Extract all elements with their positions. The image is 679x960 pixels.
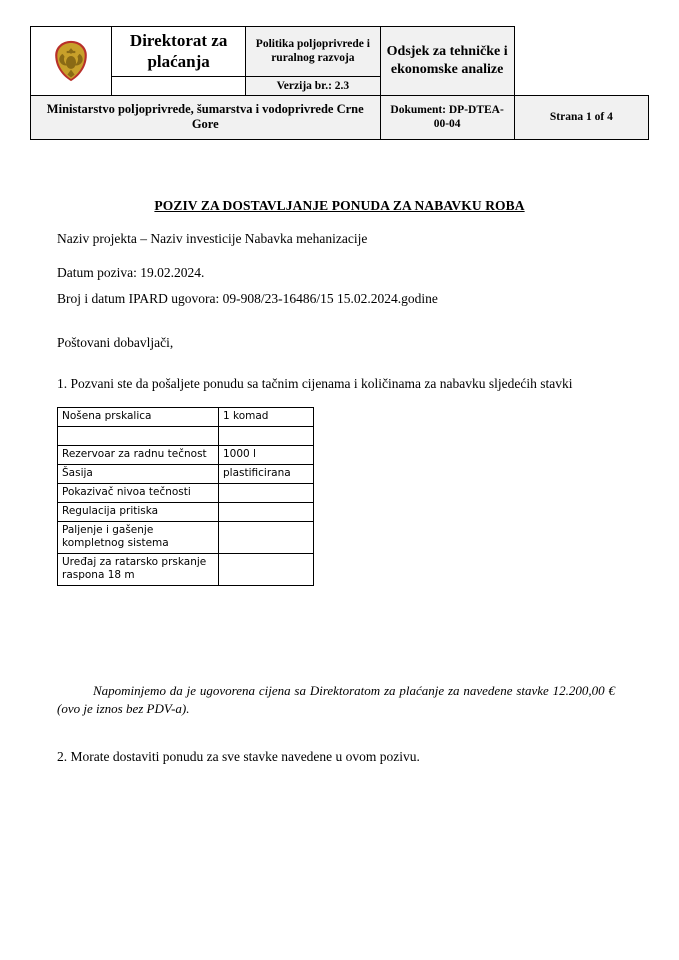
table-row	[58, 407, 314, 426]
table-row	[58, 426, 314, 445]
table-row	[58, 464, 314, 483]
ministry-cell: Ministarstvo poljoprivrede, šumarstva i vodoprivrede Crne Gore	[31, 95, 381, 139]
item-name: Šasija	[58, 464, 219, 483]
item-name	[58, 426, 219, 445]
page-number-cell: Strana 1 of 4	[514, 95, 648, 139]
item-value	[219, 502, 314, 521]
item-value	[219, 521, 314, 553]
montenegro-coat-of-arms-icon	[48, 38, 94, 84]
item-value	[219, 426, 314, 445]
list-item-2: 2. Morate dostaviti ponudu za sve stavke navedene u ovom pozivu.	[57, 749, 420, 765]
table-row	[58, 483, 314, 502]
table-row	[58, 553, 314, 585]
document-header-table	[30, 26, 649, 140]
department-cell: Odsjek za tehničke i ekonomske analize	[380, 27, 514, 96]
items-table	[57, 407, 314, 586]
page-title: POZIV ZA DOSTAVLJANJE PONUDA ZA NABAVKU ROBA	[154, 197, 525, 213]
item-value	[219, 483, 314, 502]
table-row	[58, 521, 314, 553]
items-table-body	[58, 407, 314, 585]
policy-cell: Politika poljoprivrede i ruralnog razvoja	[246, 27, 380, 77]
item-value: 1000 l	[219, 445, 314, 464]
table-row	[58, 445, 314, 464]
emblem-cell	[31, 27, 112, 96]
item-name: Paljenje i gašenje kompletnog sistema	[58, 521, 219, 553]
invite-date-line: Datum poziva: 19.02.2024.	[57, 264, 205, 280]
item-name: Nošena prskalica	[58, 407, 219, 426]
item-value	[219, 553, 314, 585]
salutation-line: Poštovani dobavljači,	[57, 335, 174, 351]
item-value: plastificirana	[219, 464, 314, 483]
item-name: Uređaj za ratarsko prskanje raspona 18 m	[58, 553, 219, 585]
version-cell: Verzija br.: 2.3	[246, 76, 380, 95]
item-name: Rezervoar za radnu tečnost	[58, 445, 219, 464]
project-name-line: Naziv projekta – Naziv investicije Nabavka mehanizacije	[57, 230, 368, 246]
directorate-title: Direktorat za plaćanja	[112, 27, 246, 77]
item-name: Regulacija pritiska	[58, 502, 219, 521]
list-item-1: 1. Pozvani ste da pošaljete ponudu sa tačnim cijenama i količinama za nabavku sljedećih stavki	[57, 375, 573, 391]
document-code-cell: Dokument: DP-DTEA-00-04	[380, 95, 514, 139]
contract-price-note: Napominjemo da je ugovorena cijena sa Direktoratom za plaćanje za navedene stavke 12.200,00 € (ovo je iznos bez PDV-a).	[57, 682, 615, 717]
document-body	[57, 230, 629, 353]
table-row	[58, 502, 314, 521]
directorate-title-spacer	[112, 76, 246, 95]
item-name: Pokazivač nivoa tečnosti	[58, 483, 219, 502]
contract-number-line: Broj i datum IPARD ugovora: 09-908/23-16486/15 15.02.2024.godine	[57, 291, 438, 307]
item-value: 1 komad	[219, 407, 314, 426]
